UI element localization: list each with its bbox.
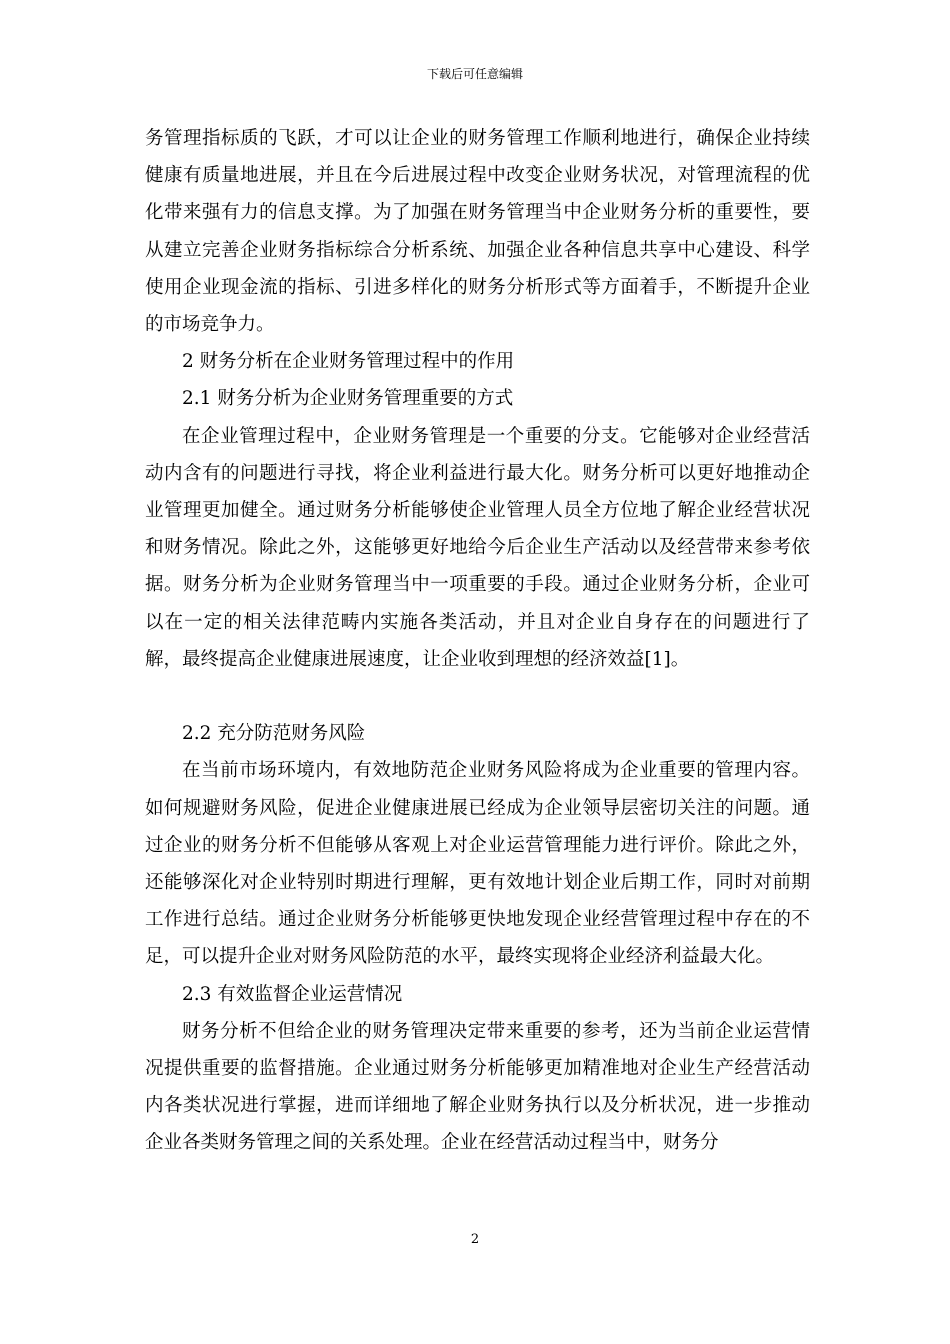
page-number: 2 [470,1232,480,1247]
section-heading-2: 2 财务分析在企业财务管理过程中的作用 [182,351,515,373]
section-heading-2-3: 2.3 有效监督企业运营情况 [182,983,403,1005]
paragraph-2-1: 在企业管理过程中，企业财务管理是一个重要的分支。它能够对企业经营活动内含有的问题进行寻找，将企业利益进行最大化。财务分析可以更好地推动企业管理更加健全。通过财务分析能够使企业管理人员全方位地了解企业经营状况和财务情况。除此之外，这能够更好地给今后企业生产活动以及经营带来参考依据。财务分析为企业财务管理当中一项重要的手段。通过企业财务分析，企业可以在一定的相关法律范畴内实施各类活动，并且对企业自身存在的问题进行了解，最终提高企业健康进展速度，让企业收到理想的经济效益[1]。 [145,425,810,670]
section-heading-2-1: 2.1 财务分析为企业财务管理重要的方式 [182,388,514,410]
paragraph-2-3: 财务分析不但给企业的财务管理决定带来重要的参考，还为当前企业运营情况提供重要的监督措施。企业通过财务分析能够更加精准地对企业生产经营活动内各类状况进行掌握，进而详细地了解企业财务执行以及分析状况，进一步推动企业各类财务管理之间的关系处理。企业在经营活动过程当中，财务分 [145,1020,810,1154]
paragraph-2-2: 在当前市场环境内，有效地防范企业财务风险将成为企业重要的管理内容。如何规避财务风险，促进企业健康进展已经成为企业领导层密切关注的问题。通过企业的财务分析不但能够从客观上对企业运营管理能力进行评价。除此之外，还能够深化对企业特别时期进行理解，更有效地计划企业后期工作，同时对前期工作进行总结。通过企业财务分析能够更快地发现企业经营管理过程中存在的不足，可以提升企业对财务风险防范的水平，最终实现将企业经济利益最大化。 [145,760,810,968]
paragraph-intro-continued: 务管理指标质的飞跃，才可以让企业的财务管理工作顺利地进行，确保企业持续健康有质量地进展，并且在今后进展过程中改变企业财务状况，对管理流程的优化带来强有力的信息支撑。为了加强在财务管理当中企业财务分析的重要性，要从建立完善企业财务指标综合分析系统、加强企业各种信息共享中心建设、科学使用企业现金流的指标、引进多样化的财务分析形式等方面着手，不断提升企业的市场竞争力。 [145,128,810,336]
section-heading-2-2: 2.2 充分防范财务风险 [182,723,366,745]
document-body [145,120,810,1162]
page-header: 下载后可任意编辑 [426,67,523,81]
